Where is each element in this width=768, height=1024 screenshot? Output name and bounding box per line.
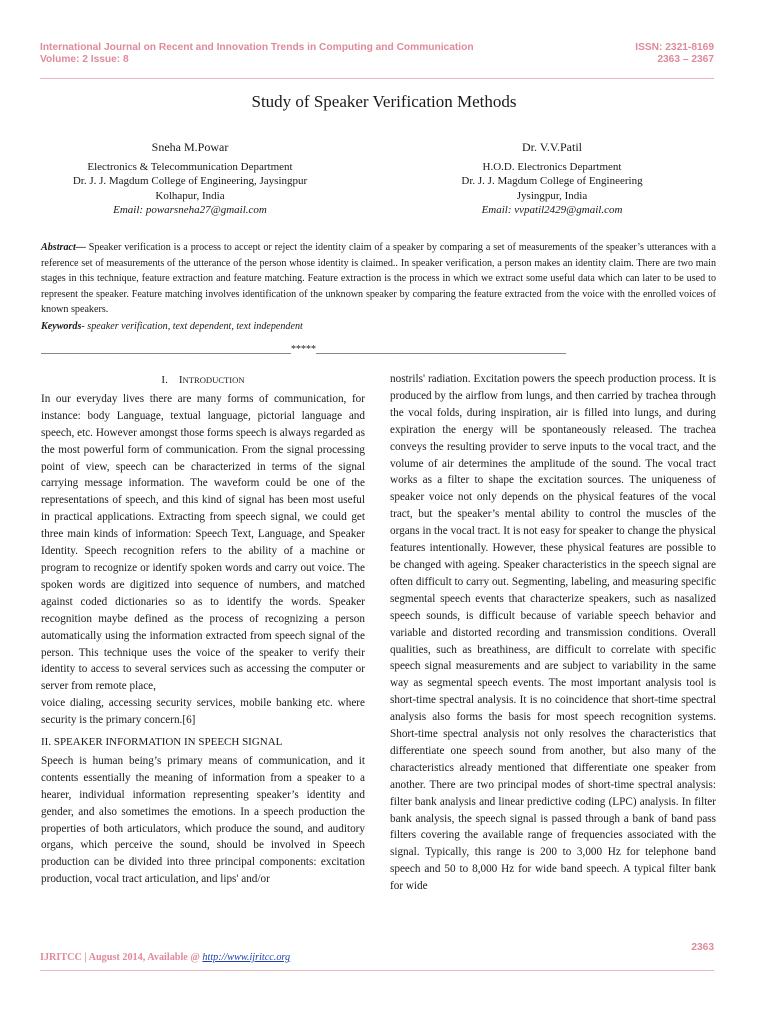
author-dept: H.O.D. Electronics Department: [482, 160, 622, 173]
abstract-label: Abstract—: [41, 242, 86, 253]
author-place: Kolhapur, India: [155, 189, 225, 202]
section-separator: __________________________________________________*****__________________________________________________: [41, 344, 566, 355]
author-1: [40, 140, 340, 218]
author-email: Email: vvpatil2429@gmail.com: [481, 204, 623, 216]
keywords-text: - speaker verification, text dependent, text independent: [81, 321, 303, 332]
footer: [40, 952, 290, 963]
author-email: Email: powarsneha27@gmail.com: [113, 204, 267, 216]
author-place: Jysingpur, India: [516, 189, 588, 202]
journal-info: [40, 42, 474, 66]
abstract: [41, 240, 716, 318]
right-column: [390, 371, 716, 895]
paper-title: Study of Speaker Verification Methods: [251, 92, 517, 111]
section-1-paragraph: voice dialing, accessing security services, mobile banking etc. where security is the primary concern.[6]: [41, 697, 365, 727]
footer-text: IJRITCC | August 2014, Available @: [40, 952, 203, 963]
section-2-paragraph: Speech is human being’s primary means of communication, and it contents essentially the meaning of information from a speaker to a hearer, individual information representing speaker’s identity and gender, and also sometimes the emotions. In a speech production the properties of both articulators, which produce the sound, and auditory organs, which perceive the sound, should be involved in Speech production can be divided into three principal components: excitation production, vocal tract articulation, and lips' and/or: [41, 754, 365, 886]
page-number: 2363: [691, 942, 714, 953]
issn: ISSN: 2321-8169: [635, 42, 714, 53]
keywords: [41, 321, 303, 332]
left-column: [41, 372, 365, 888]
section-1-paragraph: In our everyday lives there are many forms of communication, for instance: body Language, textual language, pictorial language and speech, etc. However amongst those forms speech is always regarded as the most powerful form of communication. From the signal processing point of view, speech can be characterized in terms of the signal carrying message information. The waveform could be one of the representations of speech, and this kind of signal has been most useful in practical applications. Extracting from speech signal, we could get three main kinds of information: Speech Text, Language, and Speaker Identity. Speech recognition refers to the ability of a machine or program to recognize or identify spoken words and carry out voice. The spoken words are digitized into sequence of numbers, and matched against coded dictionaries so as to identify the words. Speaker recognition maybe defined as the process of recognizing a person automatically using the information extracted from speech signal of the person. This technique uses the voice of the speaker to verify their identity to access to several services such as accessing the computer or server from remote place,: [41, 392, 365, 693]
author-name: Sneha M.Powar: [151, 140, 229, 154]
author-2: [402, 140, 702, 218]
right-column-paragraph: nostrils' radiation. Excitation powers the speech production process. It is produced by the airflow from lungs, and then carried by trachea through the vocal folds, during inspiration, air is filled into lungs, and during expiration the energy will be spontaneously released. The trachea conveys the resulting provider to serve inputs to the vocal tract, and the volume of air determines the amplitude of the sound. The vocal tract works as a filter to shape the excitation sources. The uniqueness of speaker voice not only depends on the physical features of the vocal tract, but the speaker’s mental ability to control the muscles of the organs in the vocal tract. It is not easy for speaker to change the physical features intentionally. However, these physical features are possible to be changed with ageing. Speaker characteristics in the speech signal are often difficult to carry out. Segmenting, labeling, and measuring specific segmental speech events that characterize speakers, such as nasalized speech sounds, is difficult because of variable speech behavior and variable and distorted recording and transmission conditions. Overall qualities, such as breathiness, are difficult to correlate with specific speech signal measurements and are subject to variability in the same way as segmental speech events. The most important analysis tool is short-time spectral analysis. It is no coincidence that short-time spectral analysis also forms the basis for most speech recognition systems. Short-time spectral analysis not only resolves the characteristics that differentiate one speech sound from another, but also many of the characteristics already mentioned that differentiate one speaker from another. There are two principal modes of short-time spectral analysis: filter bank analysis and linear predictive coding (LPC) analysis. In filter bank analysis, the speech signal is passed through a bank of band pass filters covering the available range of frequencies associated with the signal. Typically, this range is 200 to 3,000 Hz for telephone band speech and 50 to 8,000 Hz for wide band speech. A typical filter bank for wide: [390, 373, 716, 893]
issn-info: [635, 42, 714, 66]
page-range: 2363 – 2367: [657, 54, 714, 65]
author-name: Dr. V.V.Patil: [521, 140, 583, 154]
section-1-heading: I. INTRODUCTION: [161, 374, 245, 386]
section-2-heading: II. SPEAKER INFORMATION IN SPEECH SIGNAL: [41, 736, 283, 749]
footer-link[interactable]: http://www.ijritcc.org: [202, 952, 291, 963]
keywords-label: Keywords: [41, 321, 82, 332]
author-college: Dr. J. J. Magdum College of Engineering, Jaysingpur: [72, 175, 308, 187]
journal-name: International Journal on Recent and Innovation Trends in Computing and Communication: [40, 42, 474, 53]
abstract-text: Speaker verification is a process to accept or reject the identity claim of a speaker by comparing a set of measurements of the speaker’s utterances with a reference set of measurements of the utterance of the person whose identity is claimed.. In speaker verification, a person makes an identity claim. There are two main stages in this technique, feature extraction and feature matching. Feature extraction is the process in which we extract some useful data which can later to be used to represent the speaker. Feature matching involves identification of the unknown speaker by comparing the feature extracted from the voice with the enrolled voices of known speakers.: [41, 242, 716, 315]
author-dept: Electronics & Telecommunication Department: [87, 160, 293, 173]
journal-volume: Volume: 2 Issue: 8: [40, 54, 129, 65]
author-college: Dr. J. J. Magdum College of Engineering: [461, 175, 643, 187]
footer-rule: [40, 970, 714, 971]
header-rule: [40, 78, 714, 79]
